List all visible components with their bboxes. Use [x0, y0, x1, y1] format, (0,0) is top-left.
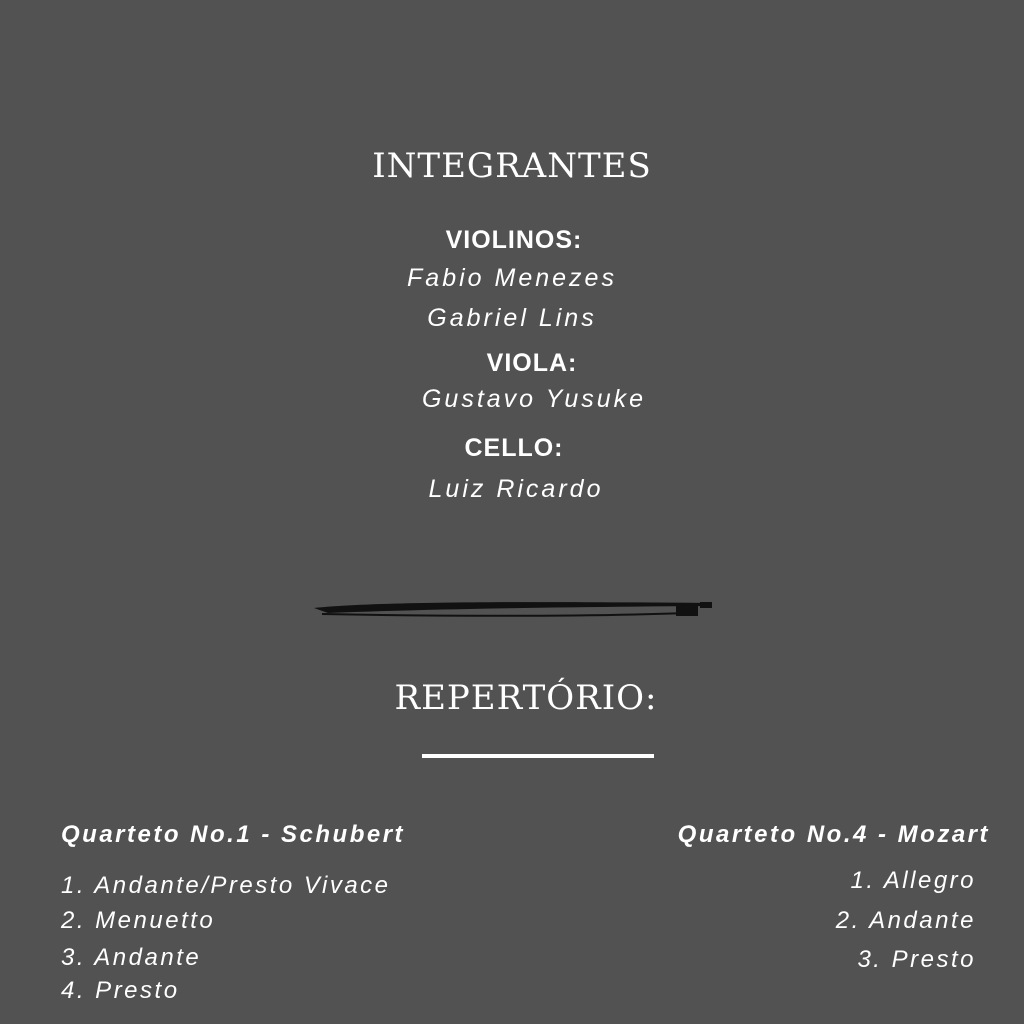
movement-item: 4. Presto [61, 977, 180, 1004]
piece-title-schubert: Quarteto No.1 - Schubert [61, 821, 406, 848]
cello-label: CELLO: [464, 434, 564, 462]
movement-item: 1. Andante/Presto Vivace [61, 872, 391, 899]
heading-underline [422, 754, 654, 758]
movement-item: 2. Andante [835, 907, 976, 934]
viola-label: VIOLA: [486, 349, 578, 377]
cellist-name: Luiz Ricardo [428, 475, 604, 503]
violist-name: Gustavo Yusuke [421, 385, 647, 413]
piece-title-mozart: Quarteto No.4 - Mozart [677, 821, 990, 848]
members-heading: INTEGRANTES [372, 146, 652, 186]
movement-item: 3. Presto [857, 946, 976, 973]
movement-item: 3. Andante [61, 944, 202, 971]
movement-item: 2. Menuetto [61, 907, 216, 934]
violinist-name: Fabio Menezes [407, 264, 617, 292]
violins-label: VIOLINOS: [445, 226, 583, 254]
repertoire-heading: REPERTÓRIO: [394, 678, 658, 718]
violin-bow-icon [308, 596, 718, 624]
movement-item: 1. Allegro [850, 867, 976, 894]
violinist-name: Gabriel Lins [427, 304, 597, 332]
